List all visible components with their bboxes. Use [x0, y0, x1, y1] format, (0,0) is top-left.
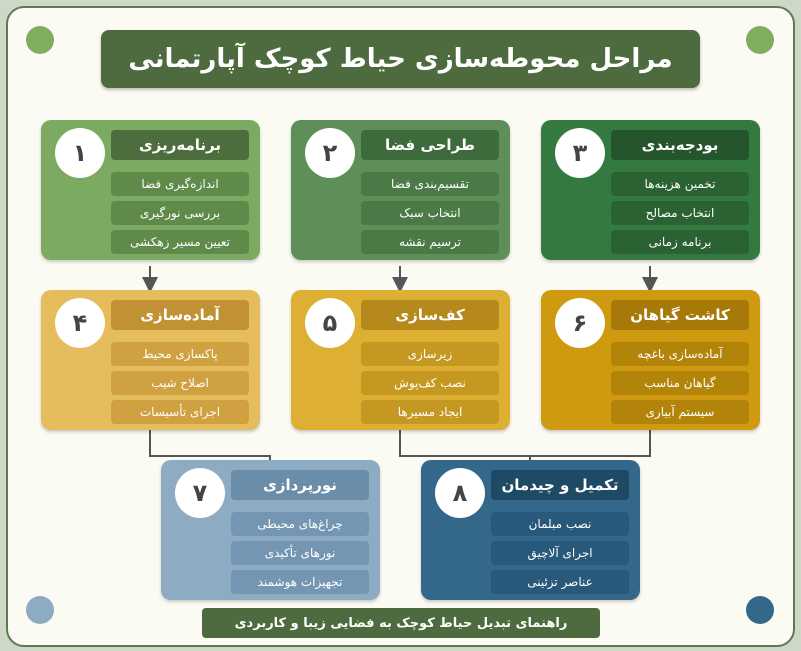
step-title: کف‌سازی — [361, 300, 499, 330]
step-card-3 — [541, 120, 760, 260]
step-item: تخمین هزینه‌ها — [611, 172, 749, 196]
step-title: نورپردازی — [231, 470, 369, 500]
step-number: ۲ — [305, 128, 355, 178]
step-item: نورهای تأکیدی — [231, 541, 369, 565]
step-item: تقسیم‌بندی فضا — [361, 172, 499, 196]
step-item: آماده‌سازی باغچه — [611, 342, 749, 366]
step-item: نصب مبلمان — [491, 512, 629, 536]
step-title: تکمیل و چیدمان — [491, 470, 629, 500]
step-number: ۶ — [555, 298, 605, 348]
step-number: ۵ — [305, 298, 355, 348]
step-title: آماده‌سازی — [111, 300, 249, 330]
step-item: بررسی نورگیری — [111, 201, 249, 225]
step-title: برنامه‌ریزی — [111, 130, 249, 160]
step-title: کاشت گیاهان — [611, 300, 749, 330]
step-item: سیستم آبیاری — [611, 400, 749, 424]
step-card-5 — [291, 290, 510, 430]
step-item: اصلاح شیب — [111, 371, 249, 395]
step-item: نصب کف‌پوش — [361, 371, 499, 395]
step-number: ۸ — [435, 468, 485, 518]
step-title: بودجه‌بندی — [611, 130, 749, 160]
step-item: تعیین مسیر زهکشی — [111, 230, 249, 254]
footer-caption: راهنمای تبدیل حیاط کوچک به فضایی زیبا و کاربردی — [202, 608, 600, 638]
step-number: ۱ — [55, 128, 105, 178]
page-title: مراحل محوطه‌سازی حیاط کوچک آپارتمانی — [101, 30, 700, 88]
step-item: ایجاد مسیرها — [361, 400, 499, 424]
step-item: چراغ‌های محیطی — [231, 512, 369, 536]
step-card-2 — [291, 120, 510, 260]
step-item: تجهیزات هوشمند — [231, 570, 369, 594]
step-item: انتخاب مصالح — [611, 201, 749, 225]
step-card-6 — [541, 290, 760, 430]
step-card-4 — [41, 290, 260, 430]
step-number: ۴ — [55, 298, 105, 348]
step-item: اجرای تأسیسات — [111, 400, 249, 424]
step-number: ۳ — [555, 128, 605, 178]
step-card-8 — [421, 460, 640, 600]
step-item: عناصر تزئینی — [491, 570, 629, 594]
connector-6 — [530, 430, 650, 456]
step-item: اندازه‌گیری فضا — [111, 172, 249, 196]
step-item: انتخاب سبک — [361, 201, 499, 225]
step-card-7 — [161, 460, 380, 600]
step-item: برنامه زمانی — [611, 230, 749, 254]
step-item: زیرسازی — [361, 342, 499, 366]
step-title: طراحی فضا — [361, 130, 499, 160]
step-card-1 — [41, 120, 260, 260]
step-item: اجرای آلاچیق — [491, 541, 629, 565]
step-item: ترسیم نقشه — [361, 230, 499, 254]
step-item: گیاهان مناسب — [611, 371, 749, 395]
step-number: ۷ — [175, 468, 225, 518]
step-item: پاکسازی محیط — [111, 342, 249, 366]
